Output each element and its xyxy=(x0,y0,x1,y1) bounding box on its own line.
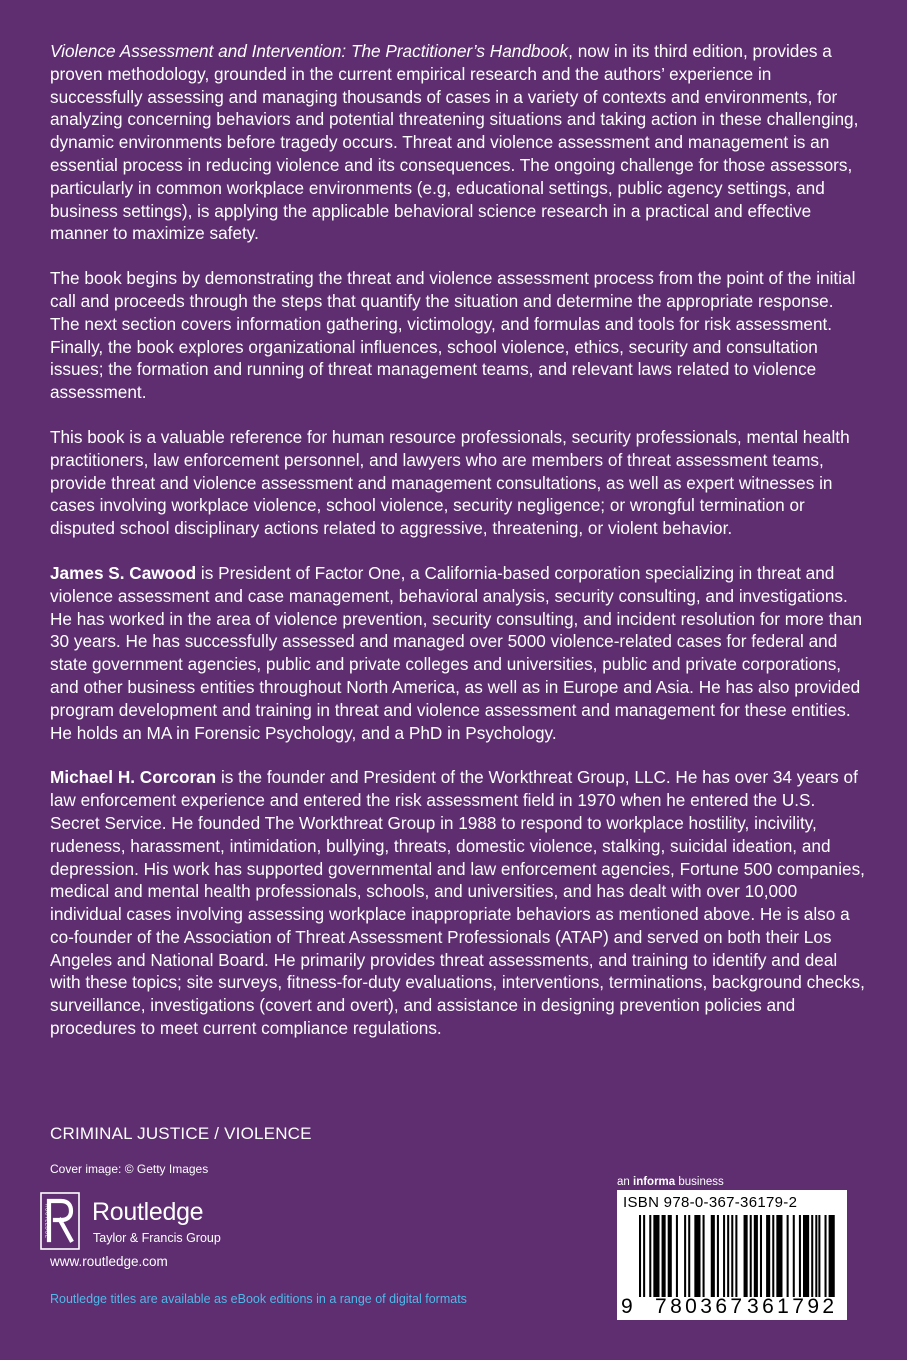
barcode-bar-3 xyxy=(653,1215,659,1297)
barcode-bar-19 xyxy=(754,1215,758,1297)
barcode-bar-25 xyxy=(793,1215,795,1297)
barcode-bar-31 xyxy=(825,1215,827,1297)
routledge-logo-icon xyxy=(40,1192,80,1250)
barcode-bar-26 xyxy=(799,1215,801,1297)
cover-image-credit: Cover image: © Getty Images xyxy=(50,1162,209,1176)
author-name-2: Michael H. Corcoran xyxy=(50,767,217,788)
author-bio-1 xyxy=(50,562,866,744)
barcode-bar-5 xyxy=(668,1215,672,1297)
author-bio-text-1: is President of Factor One, a California-based corporation specializing in threat and violence assessment and case management, behavioral analysis, security consulting, and investigations. He has worked in the area of violence prevention, security consulting, and incident resolution for more than 30 years. He has successfully assessed and managed over 5000 violence-related cases for federal and state government agencies, public and private colleges and universities, public and private corporations, and other business entities throughout North America, as well as in Europe and Asia. He has also provided program development and training in threat and violence assessment and management for these entities. He holds an MA in Forensic Psychology, and a PhD in Psychology. xyxy=(50,562,863,743)
barcode-bar-21 xyxy=(766,1215,770,1297)
barcode-bar-12 xyxy=(717,1215,719,1297)
barcode-bar-28 xyxy=(811,1215,813,1297)
barcode-bar-8 xyxy=(688,1215,690,1297)
barcode-bar-17 xyxy=(744,1215,748,1297)
barcode-bar-27 xyxy=(803,1215,809,1297)
barcode-digit-group-1: 780367 xyxy=(655,1295,746,1318)
publisher-url[interactable]: www.routledge.com xyxy=(50,1254,168,1269)
description-text-1: , now in its third edition, provides a proven methodology, grounded in the current empirical research and the authors’ experience in successfully assessing and managing thousands of cases in a variety of contexts and environments, for analyzing concerning behaviors and potential threatening situations and taking action in these challenging, dynamic environments before tragedy occurs. Threat and violence assessment and management is an essential process in reducing violence and its consequences. The ongoing challenge for those assessors, particularly in common workplace environments (e.g, educational settings, public agency settings, and business settings), is applying the applicable behavioral science research in a practical and effective manner to maximize safety. xyxy=(50,41,859,244)
ebook-availability-note: Routledge titles are available as eBook editions in a range of digital formats xyxy=(50,1292,467,1306)
barcode-bar-9 xyxy=(694,1215,700,1297)
barcode-bar-2 xyxy=(649,1215,651,1297)
barcode-bar-4 xyxy=(662,1215,666,1297)
back-cover-copy xyxy=(50,40,866,1048)
publisher-name: Routledge xyxy=(92,1198,204,1226)
barcode-digit-group-2: 361792 xyxy=(747,1295,838,1318)
barcode-bars xyxy=(617,1215,847,1297)
barcode-bar-15 xyxy=(731,1215,733,1297)
barcode-bar-23 xyxy=(776,1215,782,1297)
barcode-digit-first: 9 xyxy=(621,1295,633,1318)
informa-brand: informa xyxy=(633,1176,676,1188)
isbn-barcode xyxy=(617,1190,847,1320)
barcode-bar-1 xyxy=(643,1215,645,1297)
barcode-bar-24 xyxy=(787,1215,789,1297)
barcode-bar-10 xyxy=(703,1215,705,1297)
barcode-bar-11 xyxy=(711,1215,715,1297)
description-paragraph-3: This book is a valuable reference for human resource professionals, security professionals, mental health practitioners, law enforcement personnel, and lawyers who are members of threat assessment teams, provide threat and violence assessment and management consultations, as well as expert witnesses in cases involving workplace violence, school violence, security negligence; or wrongful termination or disputed school disciplinary actions related to aggressive, threatening, or violent behavior. xyxy=(50,426,850,539)
book-title: Violence Assessment and Intervention: The Practitioner’s Handbook xyxy=(50,41,569,61)
subject-category: CRIMINAL JUSTICE / VIOLENCE xyxy=(50,1124,312,1143)
publisher-group: Taylor & Francis Group xyxy=(93,1231,221,1245)
author-bio-text-2: is the founder and President of the Workthreat Group, LLC. He has over 34 years of law enforcement experience and entered the risk assessment field in 1970 when he entered the U.S. Secret Service. He founded The Workthreat Group in 1988 to respond to workplace hostility, incivility, rudeness, harassment, intimidation, bullying, threats, domestic violence, stalking, suicidal ideation, and depression. His work has supported governmental and law enforcement agencies, Fortune 500 companies, medical and mental health professionals, schools, and universities, and has dealt with over 10,000 individual cases involving assessing workplace inappropriate behaviors as mentioned above. He is also a co-founder of the Association of Threat Assessment Professionals (ATAP) and served on both their Los Angeles and National Board. He primarily provides threat assessments, and training to identify and deal with these topics; site surveys, fitness-for-duty evaluations, interventions, terminations, background checks, surveillance, investigations (covert and overt), and assistance in designing prevention policies and procedures to meet current compliance regulations. xyxy=(50,767,865,1039)
informa-business-label xyxy=(617,1176,724,1188)
logo-mark-text: ROUTLEDGE xyxy=(43,1203,50,1239)
barcode-bar-13 xyxy=(723,1215,725,1297)
isbn-label: ISBN 978-0-367-36179-2 xyxy=(623,1194,798,1211)
barcode-bar-29 xyxy=(815,1215,817,1297)
barcode-bar-20 xyxy=(760,1215,762,1297)
informa-suffix: business xyxy=(675,1176,724,1188)
description-paragraph-1 xyxy=(50,40,866,245)
barcode-bar-22 xyxy=(772,1215,774,1297)
barcode-bar-32 xyxy=(829,1215,835,1297)
publisher-logo xyxy=(40,1192,290,1252)
barcode-bar-0 xyxy=(639,1215,641,1297)
informa-prefix: an xyxy=(617,1176,633,1188)
barcode-bar-30 xyxy=(818,1215,820,1297)
barcode-bar-14 xyxy=(727,1215,729,1297)
barcode-bar-16 xyxy=(735,1215,737,1297)
description-paragraph-2: The book begins by demonstrating the threat and violence assessment process from the point of the initial call and proceeds through the steps that quantify the situation and determine the appropriate response. The next section covers information gathering, victimology, and formulas and tools for risk assessment. Finally, the book explores organizational influences, school violence, ethics, security and consultation issues; the formation and running of threat management teams, and relevant laws related to violence assessment. xyxy=(50,268,856,403)
author-bio-2 xyxy=(50,766,866,1040)
barcode-bar-7 xyxy=(684,1215,686,1297)
author-name-1: James S. Cawood xyxy=(50,562,197,583)
barcode-bar-18 xyxy=(750,1215,752,1297)
barcode-bar-6 xyxy=(676,1215,678,1297)
